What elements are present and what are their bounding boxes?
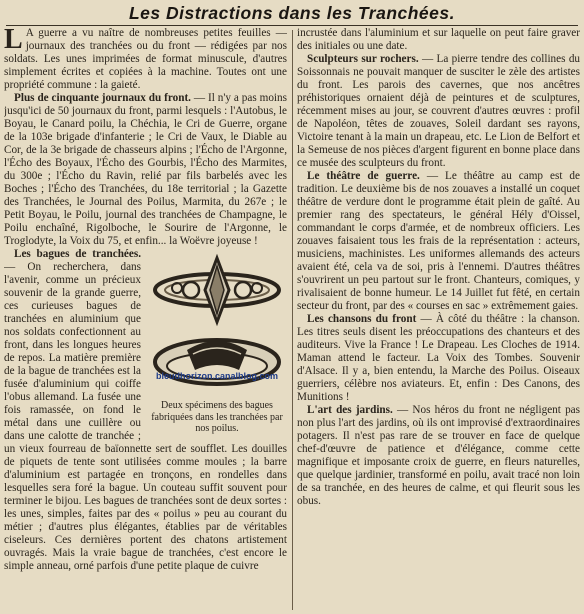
- figure-caption: Deux spécimens des bagues fabriquées dans les tranchées par nos poilus.: [151, 400, 283, 434]
- sculpteurs-paragraph: [297, 53, 580, 170]
- page-title: Les Distractions dans les Tranchées.: [128, 3, 455, 23]
- intro-text: A guerre a vu naître de nombreuses petites feuilles — journaux des tranchées ou du front — rédigées par nos soldats. Les unes imprimées de format minuscule, d'autres simplement écrites et copiées à la machine. Toutes ont une propriété commune : la gaieté.: [4, 27, 287, 91]
- chansons-text: — À côté du théâtre : la chanson. Les titres seuls disent les préoccupations des chanteurs et des auditeurs. Vive la France ! Le Drapeau. Les Cloches de 1914. Maman attend le facteur. La Voix des Tombes. Souvenir d'Alsace. Il y a, bien entendu, la Marche des Poilus. Oiseaux guerriers, célèbre nos aviateurs. Et, enfin : Des Canons, des Munitions !: [297, 313, 580, 403]
- theatre-heading: Le théâtre de guerre.: [307, 170, 420, 182]
- sculpteurs-text: — La pierre tendre des collines du Soissonnais ne pouvait manquer de susciter le zèle des artistes du front. Les parois des cavernes, que nos ancêtres préhistoriques ornaient déjà de peintures et de sculptures, récemment mises au jour, se couvrent d'autres œuvres : profil de Napoléon, têtes de zouaves, Soleil dardant ses rayons, Victoire tenant à la main un drapeau, etc. Le Lion de Belfort et la Semeuse de nos pièces d'argent figurent en bonne place dans ce musée des sculpteurs du front.: [297, 53, 580, 169]
- continuation-text: incrustée dans l'aluminium et sur laquelle on peut faire graver des initiales ou une date.: [297, 27, 580, 52]
- continuation-paragraph: [297, 27, 580, 53]
- theatre-text: — Le théâtre au camp est de tradition. Le deuxième bis de nos zouaves a installé un coquet théâtre de verdure dont le programme était plein de gaîté. Au premier rang des spectateurs, le général Hély d'Oissel, commandant le corps d'armée, et de nombreux officiers. Les zouaves faisaient tous les frais de la représentation : acteurs, musiciens, machinistes. Les uniformes allemands des acteurs avaient été, cela va de soi, pris à l'ennemi. D'autres théâtres s'ouvrirent un peu partout sur le front. Chanteurs, comiques, y rivalisaient de bonne humeur. Le 14 Juillet fut fêté, en certain secteur du front, par des « courses en sac » extrêmement gaies.: [297, 170, 580, 312]
- chansons-paragraph: [297, 313, 580, 404]
- rings-figure: [147, 250, 287, 435]
- bagues-text: — On recherchera, dans l'avenir, comme un précieux souvenir de la grande guerre, ces curieuses bagues de tranchées en aluminium que nos soldats confectionnent au front, dans les longues heures de repos. La matière première de la bague de tranchées est la fusée d'aluminium qui coiffe l'obus allemand. La fusée une fois ramassée, on fond le métal dans une cuillère ou dans une calotte de tranchée ; un vieux fourreau de baïonnette sert de soufflet. Les douilles de piquets de tente sont utilisées comme moules ; la barre d'aluminium est partagée en tronçons, en rondelles dans lesquelles sera foré la bague. Un couteau suffit souvent pour terminer le bijou. Les bagues de tranchées sont de deux sortes : les unes, simples, faites par des « poilus » peu au courant du métier ; d'autres plus élégantes, établies par de véritables ciseleurs. Ces dernières portent des chatons artistement ouvragés. Mais la vraie bague de tranchées, c'est encore le simple anneau, orné parfois d'une petite plaque de cuivre: [4, 261, 287, 572]
- drop-cap: L: [4, 27, 23, 55]
- jardins-text: — Nos héros du front ne négligent pas non plus l'art des jardins, où ils ont improvisé d'extraordinaires potagers. Il n'est pas rare de se trouver en face de quelque chef-d'œuvre de patience et d'élégance, comme cette magnifique et imposante croix de guerre, en fleurs naturelles, que quelque jardinier, transformé en poilu, avait tracé non loin de sa tranchée, en des heures de calme, et qui fleurit sous les obus.: [297, 404, 580, 507]
- right-column: [297, 27, 580, 612]
- bagues-heading: Les bagues de tranchées.: [14, 248, 141, 260]
- credit-watermark: bleudhorizon.canalblog.com: [155, 371, 278, 381]
- intro-paragraph: [4, 27, 287, 92]
- column-separator: [292, 30, 293, 610]
- jardins-paragraph: [297, 404, 580, 508]
- chansons-heading: Les chansons du front: [307, 313, 417, 325]
- journaux-text: — Il n'y a pas moins jusqu'ici de 50 journaux du front, parmi lesquels : l'Autobus, le Boyau, le Canard poilu, la Chéchia, le Cri de Guerre, organe de la 103e brigade d'infanterie ; le Cri de Vaux, le Diable au Cor, de la 3e brigade de chasseurs alpins ; l'Écho de l'Argonne, l'Écho des Boyaux, l'Écho des Gourbis, l'Écho des Marmites, du 300e ; l'Écho du Ravin, relié par fils barbelés avec les Boches ; l'Écho des Tranchées, du 18e territorial ; la Gazette des Tranchées, le Journal des Poilus, Marmita, du 267e ; le Petit Boyau, le Poilu, journal des tranchées de Champagne, le Poilu enchaîné, Rigolboche, le Sourire de l'Argonne, le Troglodyte, la Voix du 75, et enfin... la Woëvre joyeuse !: [4, 92, 287, 247]
- theatre-paragraph: [297, 170, 580, 313]
- left-column: [4, 27, 287, 612]
- title-rule: [6, 25, 578, 26]
- sculpteurs-heading: Sculpteurs sur rochers.: [307, 53, 419, 65]
- journaux-paragraph: [4, 92, 287, 248]
- jardins-heading: L'art des jardins.: [307, 404, 393, 416]
- journaux-heading: Plus de cinquante journaux du front.: [14, 92, 191, 104]
